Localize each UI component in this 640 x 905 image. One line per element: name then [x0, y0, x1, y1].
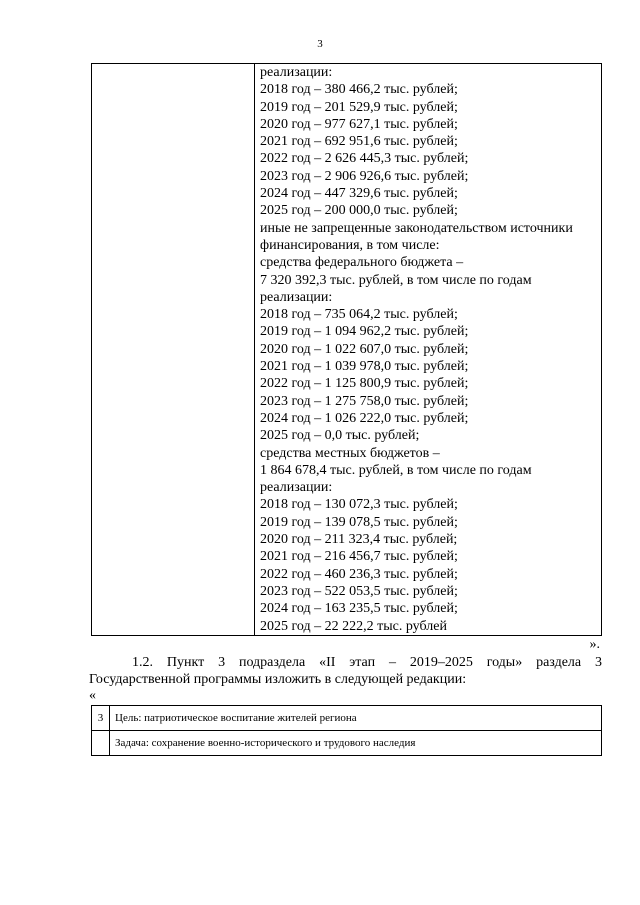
funding-line: 2019 год – 1 094 962,2 тыс. рублей;: [260, 324, 469, 340]
funding-lines: [260, 64, 599, 635]
funding-line: финансирования, в том числе:: [260, 237, 440, 253]
funding-line: реализации:: [260, 65, 333, 80]
table-row: [92, 64, 602, 636]
table-row: [92, 731, 602, 756]
funding-line: реализации:: [260, 289, 333, 305]
funding-line: средства федерального бюджета –: [260, 255, 464, 271]
empty-number-cell: [92, 731, 110, 756]
funding-line: 2021 год – 692 951,6 тыс. рублей;: [260, 134, 458, 150]
funding-line: 2022 год – 1 125 800,9 тыс. рублей;: [260, 376, 469, 392]
empty-cell: [92, 64, 255, 636]
paragraph-line-2: Государственной программы изложить в следующей редакции:: [89, 672, 467, 687]
amendment-paragraph: [89, 654, 602, 688]
funding-line: 2018 год – 130 072,3 тыс. рублей;: [260, 497, 458, 513]
closing-quote: ».: [589, 637, 600, 652]
funding-line: иные не запрещенные законодательством источники: [260, 220, 573, 236]
funding-line: 2025 год – 0,0 тыс. рублей;: [260, 428, 420, 444]
funding-line: 2021 год – 1 039 978,0 тыс. рублей;: [260, 359, 469, 375]
funding-line: 1 864 678,4 тыс. рублей, в том числе по годам: [260, 462, 532, 478]
funding-line: 2025 год – 22 222,2 тыс. рублей: [260, 618, 447, 634]
funding-line: реализации:: [260, 480, 333, 496]
funding-line: 2020 год – 977 627,1 тыс. рублей;: [260, 116, 458, 132]
funding-line: 2020 год – 211 323,4 тыс. рублей;: [260, 532, 458, 548]
funding-line: 2021 год – 216 456,7 тыс. рублей;: [260, 549, 458, 565]
funding-line: 2022 год – 460 236,3 тыс. рублей;: [260, 566, 458, 582]
item-number: 3: [92, 706, 110, 731]
task-text: Задача: сохранение военно-исторического и трудового наследия: [110, 731, 602, 756]
funding-line: 2020 год – 1 022 607,0 тыс. рублей;: [260, 341, 469, 357]
opening-quote: «: [89, 688, 96, 703]
funding-table: [91, 63, 602, 636]
funding-line: 2019 год – 201 529,9 тыс. рублей;: [260, 99, 458, 115]
table-row: [92, 706, 602, 731]
goal-text: Цель: патриотическое воспитание жителей региона: [110, 706, 602, 731]
funding-line: 2019 год – 139 078,5 тыс. рублей;: [260, 514, 458, 530]
funding-line: 7 320 392,3 тыс. рублей, в том числе по годам: [260, 272, 532, 288]
paragraph-line-1: 1.2. Пункт 3 подраздела «II этап – 2019–2025 годы» раздела 3: [132, 655, 602, 670]
funding-line: 2023 год – 2 906 926,6 тыс. рублей;: [260, 168, 469, 184]
funding-line: 2024 год – 447 329,6 тыс. рублей;: [260, 186, 458, 202]
funding-line: 2025 год – 200 000,0 тыс. рублей;: [260, 203, 458, 219]
funding-line: 2024 год – 1 026 222,0 тыс. рублей;: [260, 410, 469, 426]
funding-line: 2023 год – 1 275 758,0 тыс. рублей;: [260, 393, 469, 409]
funding-line: 2022 год – 2 626 445,3 тыс. рублей;: [260, 151, 469, 167]
funding-line: 2018 год – 380 466,2 тыс. рублей;: [260, 82, 458, 98]
funding-cell: [255, 64, 602, 636]
funding-line: 2024 год – 163 235,5 тыс. рублей;: [260, 601, 458, 617]
page-number: 3: [317, 38, 323, 50]
funding-line: 2023 год – 522 053,5 тыс. рублей;: [260, 583, 458, 599]
goal-table: [91, 705, 602, 756]
funding-line: 2018 год – 735 064,2 тыс. рублей;: [260, 307, 458, 323]
funding-line: средства местных бюджетов –: [260, 445, 440, 461]
